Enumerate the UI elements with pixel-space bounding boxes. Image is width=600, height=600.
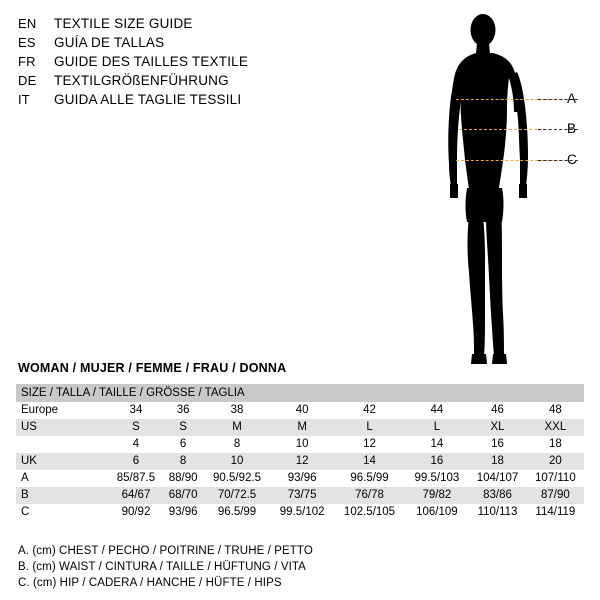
table-cell: 16	[468, 436, 526, 453]
row-label: Europe	[16, 402, 109, 419]
section-caption: WOMAN / MUJER / FEMME / FRAU / DONNA	[18, 361, 287, 375]
table-cell: 12	[334, 436, 406, 453]
table-cell: 10	[203, 453, 270, 470]
language-text: TEXTILGRÖßENFÜHRUNG	[54, 73, 229, 88]
legend-row-hip: C. (cm) HIP / CADERA / HANCHE / HÜFTE / HIPS	[18, 577, 282, 589]
table-cell: 8	[163, 453, 203, 470]
size-table	[16, 384, 584, 521]
table-cell: 70/72.5	[203, 487, 270, 504]
language-row	[18, 33, 348, 52]
table-cell: 114/119	[527, 504, 584, 521]
table-cell: 20	[527, 453, 584, 470]
table-cell: 93/96	[163, 504, 203, 521]
table-cell: 4	[109, 436, 163, 453]
legend-row-waist: B. (cm) WAIST / CINTURA / TAILLE / HÜFTUNG / VITA	[18, 561, 306, 573]
language-row	[18, 52, 348, 71]
table-header-label: SIZE / TALLA / TAILLE / GRÖSSE / TAGLIA	[16, 384, 584, 402]
table-cell: 6	[109, 453, 163, 470]
table-cell: L	[405, 419, 468, 436]
language-text: GUIDA ALLE TAGLIE TESSILI	[54, 92, 242, 107]
table-cell: 99.5/102	[271, 504, 334, 521]
table-cell: 14	[334, 453, 406, 470]
table-cell: 87/90	[527, 487, 584, 504]
language-row	[18, 90, 348, 109]
table-cell: 88/90	[163, 470, 203, 487]
table-cell: 46	[468, 402, 526, 419]
table-cell: 10	[271, 436, 334, 453]
table-cell: 40	[271, 402, 334, 419]
table-cell: 8	[203, 436, 270, 453]
row-label: A	[16, 470, 109, 487]
table-cell: 96.5/99	[334, 470, 406, 487]
language-code: FR	[18, 54, 36, 69]
language-code: EN	[18, 16, 37, 31]
table-cell: 102.5/105	[334, 504, 406, 521]
table-cell: XXL	[527, 419, 584, 436]
language-text: TEXTILE SIZE GUIDE	[54, 16, 193, 31]
table-cell: 96.5/99	[203, 504, 270, 521]
measurement-legend	[18, 543, 578, 591]
language-row	[18, 71, 348, 90]
language-code: IT	[18, 92, 30, 107]
row-label: B	[16, 487, 109, 504]
language-header	[18, 14, 348, 109]
row-label	[16, 436, 109, 453]
table-cell: M	[271, 419, 334, 436]
table-header-row	[16, 384, 584, 402]
table-row	[16, 487, 584, 504]
marker-label-b: B	[567, 121, 577, 136]
table-cell: 16	[405, 453, 468, 470]
language-text: GUÍA DE TALLAS	[54, 35, 165, 50]
table-cell: 36	[163, 402, 203, 419]
table-cell: 83/86	[468, 487, 526, 504]
table-cell: 90.5/92.5	[203, 470, 270, 487]
table-cell: S	[109, 419, 163, 436]
table-cell: 107/110	[527, 470, 584, 487]
table-cell: M	[203, 419, 270, 436]
table-cell: 34	[109, 402, 163, 419]
table-cell: 110/113	[468, 504, 526, 521]
table-cell: 38	[203, 402, 270, 419]
table-row	[16, 436, 584, 453]
table-cell: 64/67	[109, 487, 163, 504]
table-row	[16, 470, 584, 487]
table-row	[16, 402, 584, 419]
table-cell: 90/92	[109, 504, 163, 521]
table-cell: 42	[334, 402, 406, 419]
marker-label-c: C	[567, 152, 577, 167]
table-cell: XL	[468, 419, 526, 436]
table-row	[16, 419, 584, 436]
table-cell: 6	[163, 436, 203, 453]
marker-label-a: A	[567, 91, 577, 106]
row-label: C	[16, 504, 109, 521]
female-body-figure	[420, 8, 596, 374]
table-cell: 48	[527, 402, 584, 419]
table-cell: 73/75	[271, 487, 334, 504]
language-code: DE	[18, 73, 37, 88]
table-cell: 14	[405, 436, 468, 453]
table-cell: S	[163, 419, 203, 436]
table-cell: 99.5/103	[405, 470, 468, 487]
table-cell: 18	[468, 453, 526, 470]
table-cell: 106/109	[405, 504, 468, 521]
table-cell: 12	[271, 453, 334, 470]
table-cell: 79/82	[405, 487, 468, 504]
table-cell: 104/107	[468, 470, 526, 487]
legend-row-chest: A. (cm) CHEST / PECHO / POITRINE / TRUHE / PETTO	[18, 545, 313, 557]
table-cell: 44	[405, 402, 468, 419]
language-code: ES	[18, 35, 36, 50]
table-cell: 85/87.5	[109, 470, 163, 487]
table-cell: 93/96	[271, 470, 334, 487]
table-cell: 68/70	[163, 487, 203, 504]
female-silhouette-icon	[420, 8, 596, 374]
table-cell: 76/78	[334, 487, 406, 504]
table-cell: 18	[527, 436, 584, 453]
language-text: GUIDE DES TAILLES TEXTILE	[54, 54, 249, 69]
language-row	[18, 14, 348, 33]
table-row	[16, 453, 584, 470]
table-cell: L	[334, 419, 406, 436]
row-label: UK	[16, 453, 109, 470]
row-label: US	[16, 419, 109, 436]
table-row	[16, 504, 584, 521]
